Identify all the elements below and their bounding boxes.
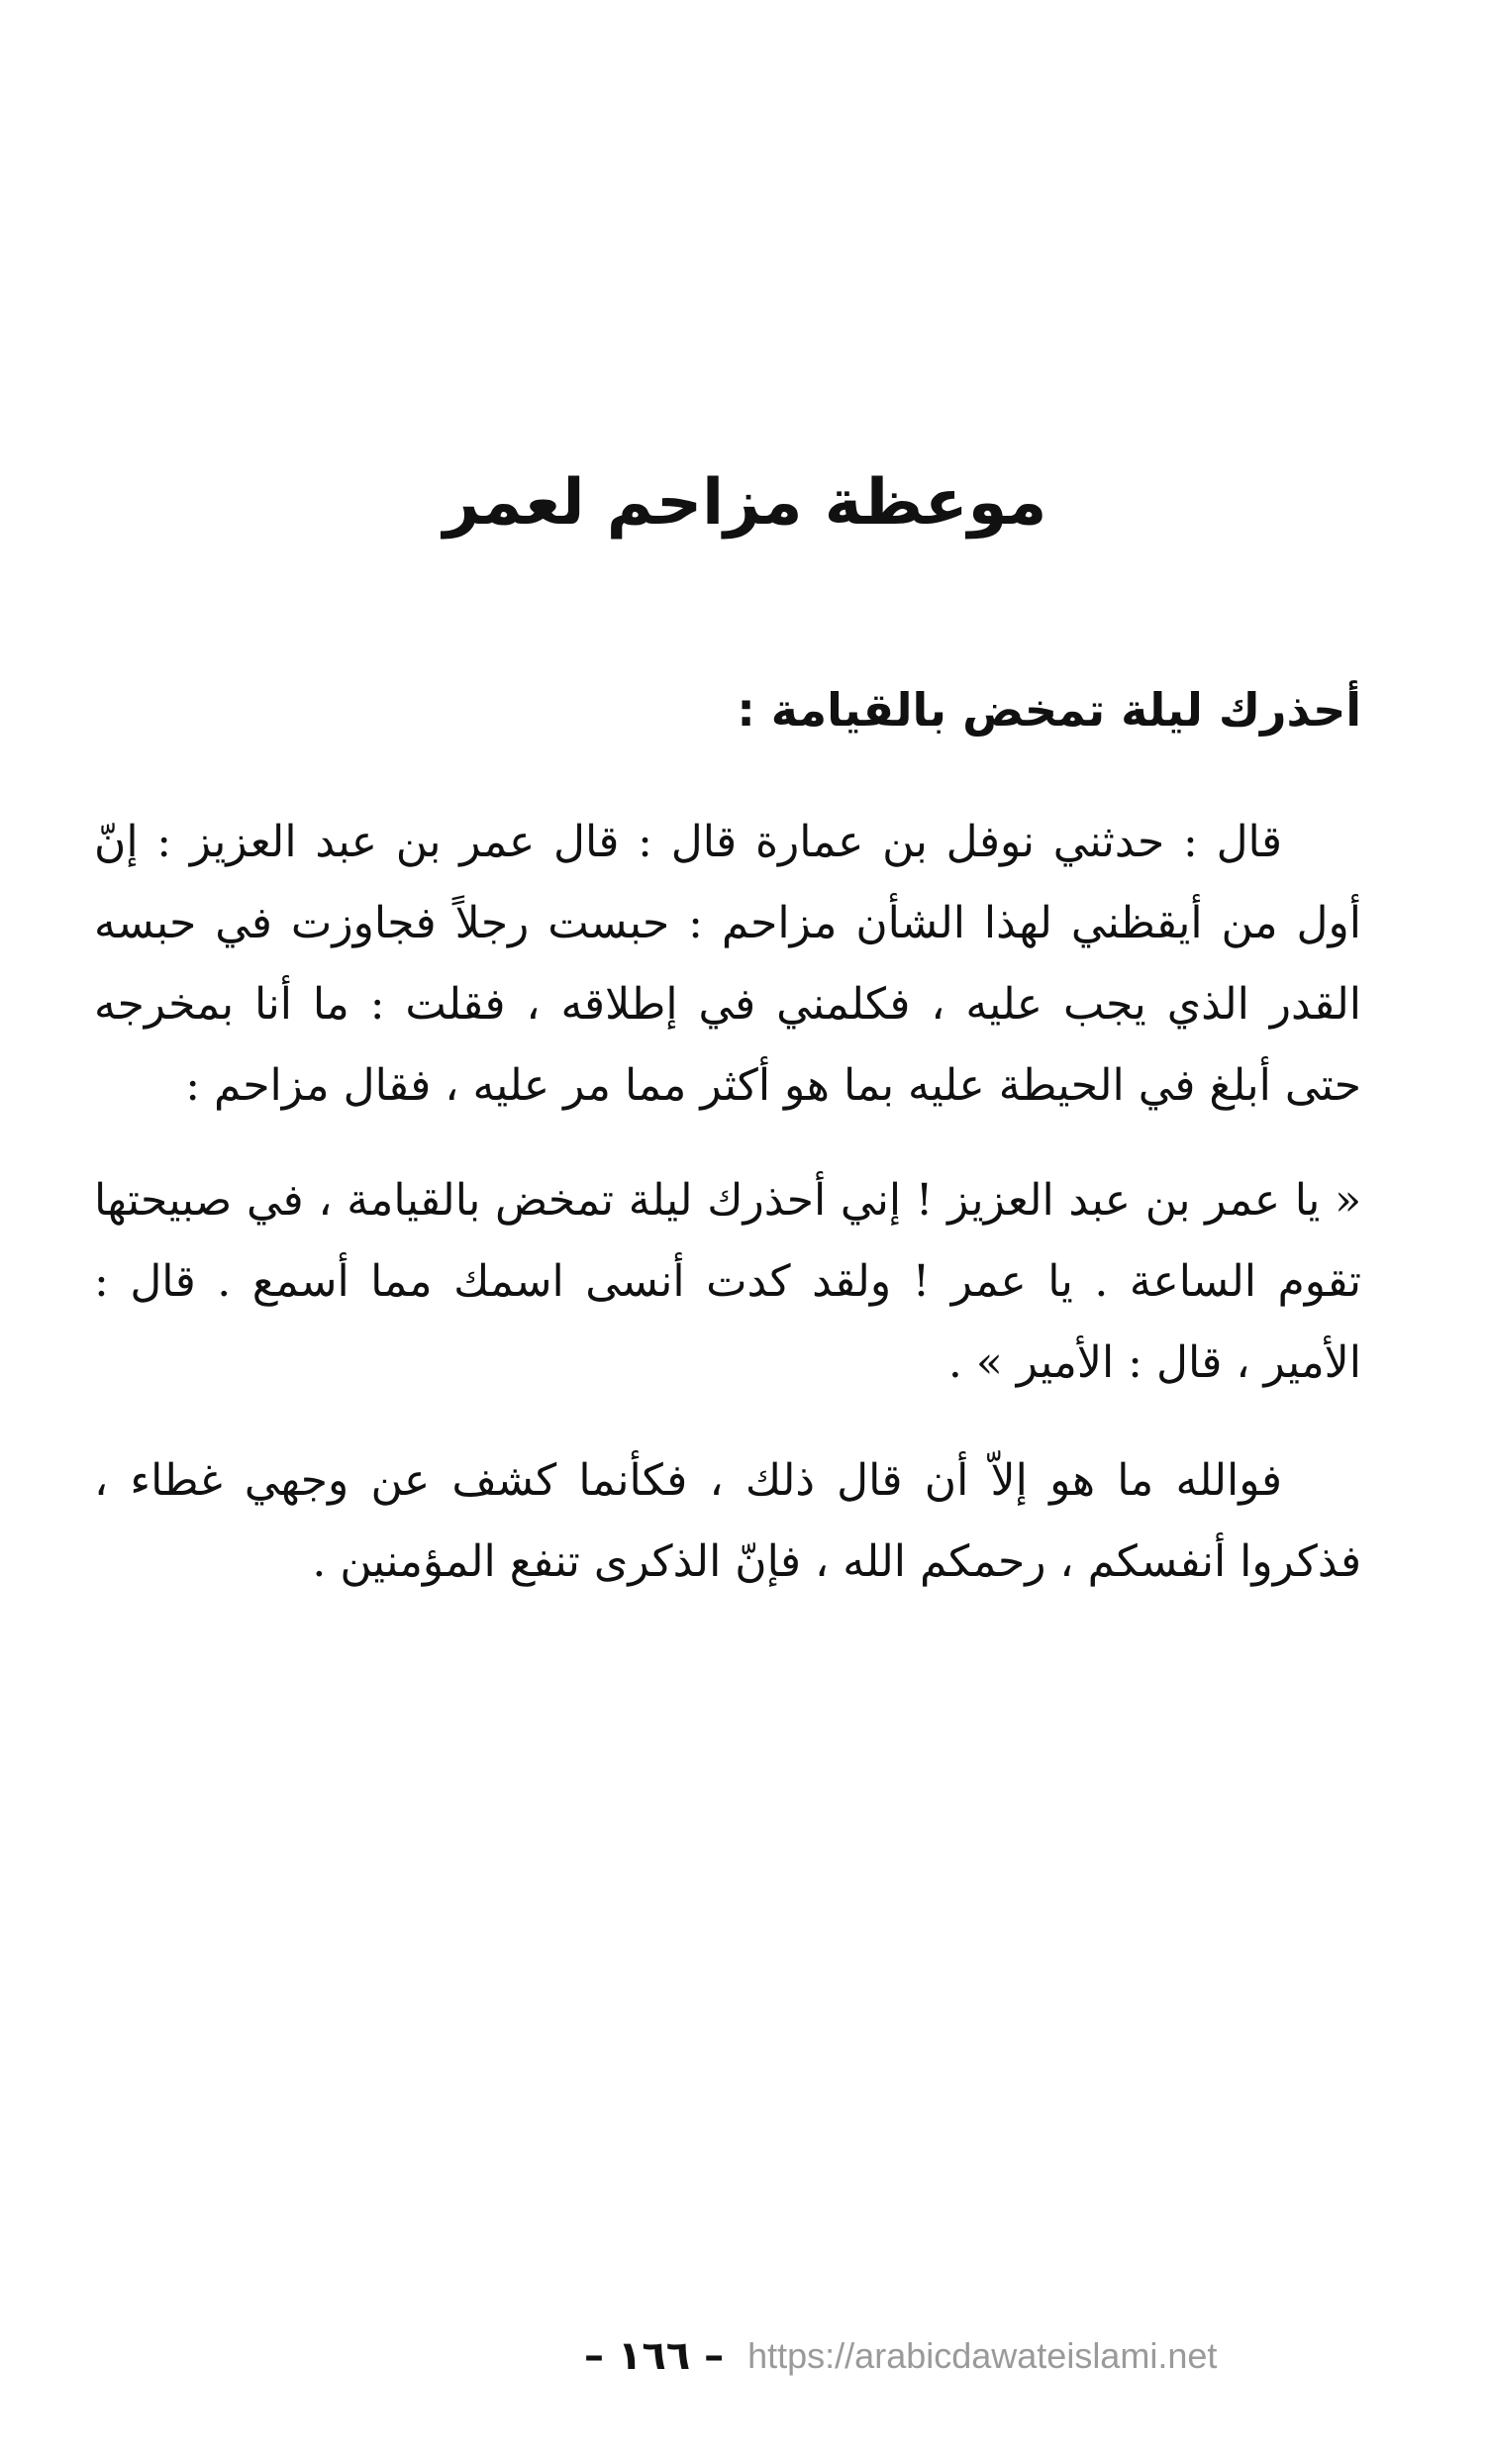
paragraph-2-text: « يا عمر بن عبد العزيز ! إني أحذرك ليلة تمخض بالقيامة ، في صبيحتها تقوم الساعة . يا عمر ! ولقد كدت أنسى اسمك مما أسمع . قال : الأمير ، قال : الأمير » .: [94, 1175, 1361, 1388]
paragraph-1-text: قال : حدثني نوفل بن عمارة قال : قال عمر بن عبد العزيز : إنّ أول من أيقظني لهذا الشأن مزاحم : حبست رجلاً فجاوزت في حبسه القدر الذي يجب عليه ، فكلمني في إطلاقه ، فقلت : ما أنا بمخرجه حتى أبلغ في الحيطة عليه بما هو أكثر مما مر عليه ، فقال مزاحم :: [94, 817, 1361, 1111]
page-number: – ١٦٦ –: [584, 2333, 725, 2379]
watermark-url: https://arabicdawateislami.net: [747, 2335, 1218, 2376]
paragraph-3: [94, 1440, 1361, 1603]
section-subheading: أحذرك ليلة تمخض بالقيامة :: [737, 683, 1361, 737]
paragraph-3-text: فوالله ما هو إلاّ أن قال ذلك ، فكأنما كشف عن وجهي غطاء ، فذكروا أنفسكم ، رحمكم الله ، فإنّ الذكرى تنفع المؤمنين .: [94, 1455, 1361, 1587]
paragraph-2-quote: [94, 1160, 1361, 1404]
page-title: موعظة مزاحم لعمر: [443, 466, 1047, 540]
page-footer: [584, 2326, 1376, 2386]
paragraph-1: [94, 802, 1361, 1127]
